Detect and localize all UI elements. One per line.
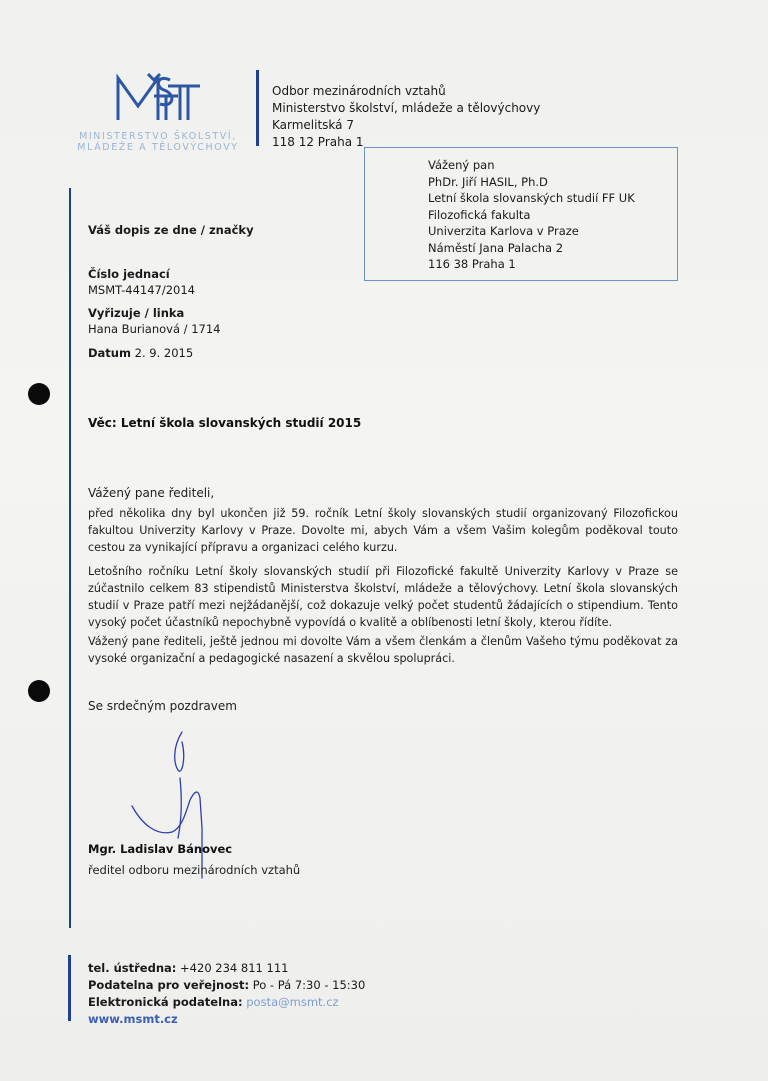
sender-line: Odbor mezinárodních vztahů [272, 84, 446, 98]
sender-line: Ministerstvo školství, mládeže a tělovýchovy [272, 101, 541, 115]
reference-block [88, 266, 195, 298]
header-divider [256, 70, 259, 146]
date-label: Datum [88, 346, 131, 360]
recipient-line: Filozofická fakulta [428, 207, 531, 222]
punch-hole-top [28, 383, 50, 405]
footer-contacts [88, 960, 365, 1028]
date-value: 2. 9. 2015 [134, 346, 194, 360]
recipient-line: Letní škola slovanských studií FF UK [428, 191, 635, 205]
ministry-name-line2: MLÁDEŽE A TĚLOVÝCHOVY [77, 142, 239, 153]
ministry-logo [108, 70, 218, 130]
website-link[interactable]: www.msmt.cz [88, 1012, 178, 1026]
signatory-title: ředitel odboru mezinárodních vztahů [88, 863, 301, 877]
subject-line [88, 416, 361, 430]
recipient-line: Univerzita Karlova v Praze [428, 224, 579, 238]
handled-by-label: Vyřizuje / linka [88, 306, 185, 320]
footer-phone [88, 960, 365, 977]
email-label: Elektronická podatelna: [88, 995, 243, 1009]
closing: Se srdečným pozdravem [88, 699, 237, 713]
sender-line: Karmelitská 7 [272, 118, 354, 132]
footer-email [88, 994, 365, 1011]
recipient-line: 116 38 Praha 1 [428, 257, 516, 271]
your-letter-label: Váš dopis ze dne / značky [88, 223, 254, 237]
hours-label: Podatelna pro veřejnost: [88, 978, 250, 992]
recipient-line: PhDr. Jiří HASIL, Ph.D [428, 174, 548, 189]
handled-by-block [88, 305, 220, 337]
footer-divider [68, 955, 71, 1021]
salutation: Vážený pane řediteli, [88, 486, 215, 500]
sender-address [272, 83, 540, 151]
ministry-name [58, 131, 258, 153]
punch-hole-bottom [28, 680, 50, 702]
date-block [88, 345, 193, 361]
recipient-address [428, 157, 635, 273]
phone-value: +420 234 811 111 [180, 961, 289, 975]
handled-by-value: Hana Burianová / 1714 [88, 322, 221, 336]
email-link[interactable]: posta@msmt.cz [246, 995, 339, 1009]
ministry-name-line1: MINISTERSTVO ŠKOLSTVÍ, [79, 131, 237, 142]
footer-hours [88, 977, 365, 994]
sender-line: 118 12 Praha 1 [272, 135, 364, 149]
signatory-name: Mgr. Ladislav Bánovec [88, 842, 233, 856]
recipient-line: Náměstí Jana Palacha 2 [428, 240, 564, 255]
body-paragraph-1: před několika dny byl ukončen již 59. ročník Letní školy slovanských studií organizovaný Filozofickou fakultou Univerzity Karlovy v Praze. Dovolte mi, abych Vám a všem Vašim kolegům poděkoval touto cestou za vynikající přípravu a organizaci celého kurzu. [88, 507, 678, 554]
phone-label: tel. ústředna: [88, 961, 177, 975]
reference-number: MSMT-44147/2014 [88, 283, 195, 297]
subject-label: Věc: [88, 416, 117, 430]
subject-text: Letní škola slovanských studií 2015 [120, 416, 362, 430]
recipient-line: Vážený pan [428, 158, 495, 172]
hours-value: Po - Pá 7:30 - 15:30 [252, 978, 366, 992]
reference-label: Číslo jednací [88, 267, 170, 281]
left-margin-rule [69, 188, 71, 928]
body-paragraph-2: Letošního ročníku Letní školy slovanských studií při Filozofické fakultě Univerzity Karlovy v Praze se zúčastnilo celkem 83 stipendistů Ministerstva školství, mládeže a tělovýchovy. Letní škola slovanských studií v Praze patří mezi nejžádanější, což dokazuje velký počet studentů žádajících o stipendium. Tento vysoký počet účastníků nepochybně vypovídá o kvalitě a oblíbenosti letní školy, kterou řídíte. [88, 565, 678, 629]
body-paragraph-3: Vážený pane řediteli, ještě jednou mi dovolte Vám a všem členkám a členům Vašeho týmu poděkovat za vysoké organizační a pedagogické nasazení a skvělou spolupráci. [88, 635, 678, 665]
